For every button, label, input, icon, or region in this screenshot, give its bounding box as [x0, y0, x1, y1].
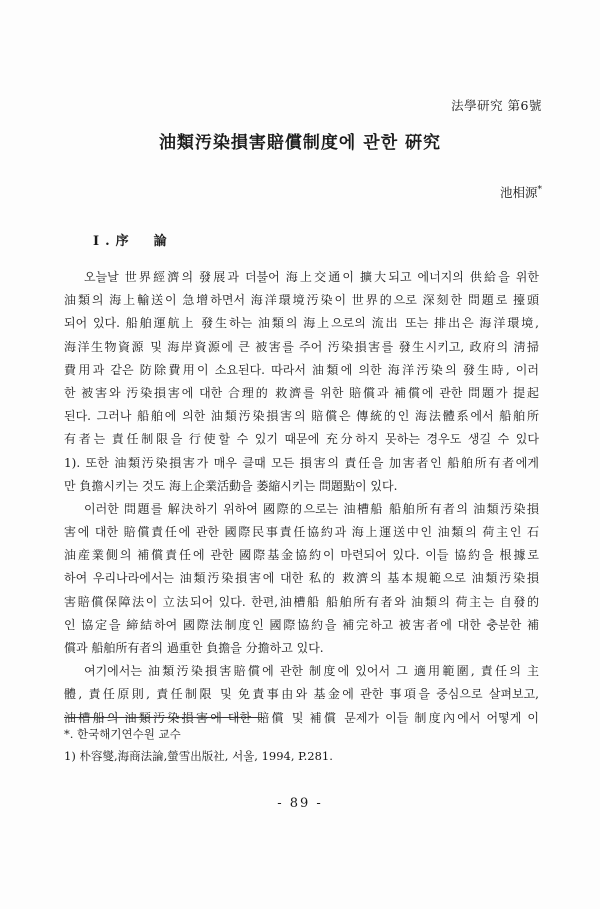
paragraph-line: 費用과 같은 防除費用이 소요된다. 따라서 油類에 의한 海洋汚染의 發生時, 이러 — [64, 362, 539, 377]
paragraph-line: 償과 船舶所有者의 過重한 負擔을 分擔하고 있다. — [64, 641, 324, 655]
paragraph-3 — [64, 660, 539, 730]
author-text: 池相源 — [499, 185, 538, 200]
journal-label: 法學研究 第6號 — [451, 98, 542, 113]
paragraph-line: 여기에서는 油類汚染損害賠償에 관한 制度에 있어서 그 適用範圍, 責任의 主 — [84, 664, 539, 679]
paragraph-line: 오늘날 世界經濟의 發展과 더불어 海上交通이 擴大되고 에너지의 供給을 위한 — [84, 270, 539, 284]
author-footnote-mark: * — [537, 184, 542, 195]
body-text — [64, 266, 539, 730]
paragraph-line: 하여 우리나라에서는 油類汚染損害에 대한 私的 救濟의 基本規範으로 油類汚染損 — [64, 571, 539, 586]
section-heading: Ⅰ.序 論 — [93, 234, 173, 249]
paragraph-line: 有者는 責任制限을 行使할 수 있기 때문에 充分하지 못하는 경우도 생길 수 있다 — [64, 432, 539, 447]
footnote-author: *. 한국해기연수원 교수 — [64, 727, 181, 741]
paragraph-line: 인 協定을 締結하여 國際法制度인 國際協約을 補完하고 被害者에 대한 충분한 補 — [64, 617, 539, 632]
paragraph-line: 油産業側의 補償責任에 관한 國際基金協約이 마련되어 있다. 이들 協約을 根據로 — [64, 548, 539, 563]
footnote-divider — [64, 717, 264, 718]
author-name — [500, 183, 542, 201]
paragraph-line: 油槽船의 油類汚染損害에 대한 賠償 및 補償 문제가 이들 制度內에서 어떻게 이 — [64, 710, 539, 725]
paragraph-line: 海洋生物資源 및 海岸資源에 큰 被害를 주어 汚染損害를 發生시키고, 政府의 淸掃 — [64, 339, 539, 354]
paragraph-line: 되어 있다. 船舶運航上 發生하는 油類의 海上으로의 流出 또는 排出은 海洋環境, — [64, 316, 539, 331]
paragraph-line: 1). 또한 油類汚染損害가 매우 클때 모든 損害의 責任을 加害者인 船舶所有者에게 — [64, 455, 539, 470]
footnote-1: 1) 朴容燮,海商法論,螢雪出版社, 서울, 1994, P.281. — [64, 749, 333, 763]
paragraph-line: 한 被害와 汚染損害에 대한 合理的 救濟를 위한 賠償과 補償에 관한 問題가 提起 — [64, 385, 539, 400]
paragraph-line: 만 負擔시키는 것도 海上企業活動을 萎縮시키는 問題點이 있다. — [64, 478, 398, 493]
paragraph-line: 이러한 問題를 解決하기 위하여 國際的으로는 油槽船 船舶所有者의 油類汚染損 — [84, 501, 539, 516]
paragraph-line: 油類의 海上輸送이 急增하면서 海洋環境汚染이 世界的으로 深刻한 問題로 擡頭 — [64, 293, 539, 308]
paragraph-line: 害賠償保障法이 立法되어 있다. 한편,油槽船 船舶所有者와 油類의 荷主는 自發的 — [64, 594, 539, 609]
page-number: - 89 - — [277, 796, 323, 811]
page-title: 油類汚染損害賠償制度에 관한 硏究 — [158, 133, 442, 153]
paragraph-line: 된다. 그러나 船舶에 의한 油類汚染損害의 賠償은 傳統的인 海法體系에서 船舶所 — [64, 409, 539, 424]
paragraph-1 — [64, 266, 539, 498]
paragraph-2 — [64, 498, 539, 660]
paragraph-line: 害에 대한 賠償責任에 관한 國際民事責任協約과 海上運送中인 油類의 荷主인 石 — [64, 525, 539, 540]
paragraph-line: 體, 責任原則, 責任制限 및 免責事由와 基金에 관한 事項을 중심으로 살펴보고, — [64, 687, 539, 702]
